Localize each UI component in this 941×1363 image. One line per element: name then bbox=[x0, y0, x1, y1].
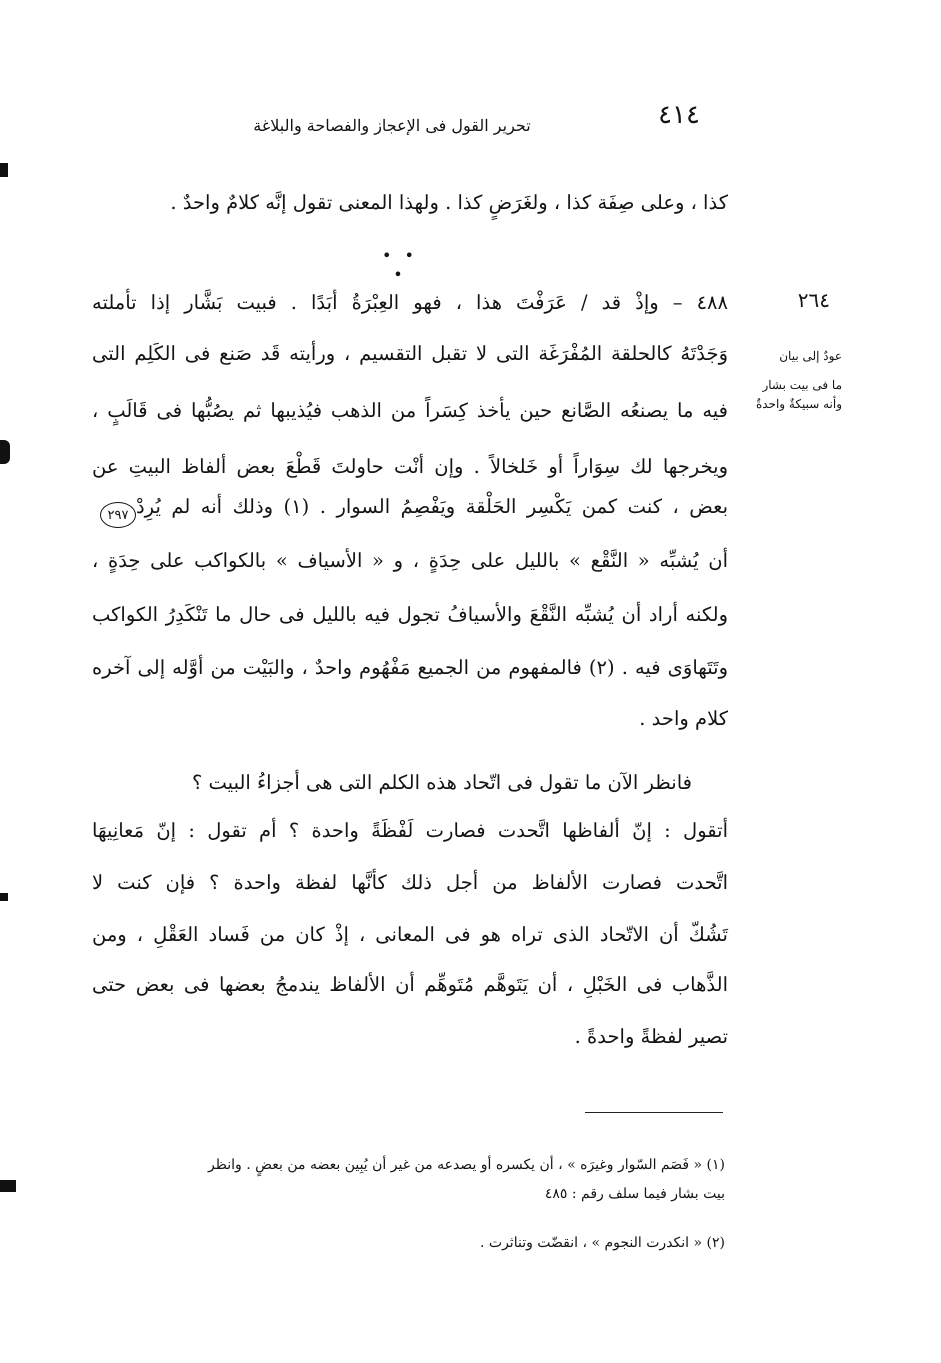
body-line: كلام واحد . bbox=[639, 707, 728, 730]
body-line: الذَّهاب فى الخَبْلِ ، أن يَتَوهَّم مُتَوهِّم أن الألفاظ يندمجُ بعضها فى بعض حتى bbox=[92, 973, 728, 996]
body-line: أتقول : إنّ ألفاظها اتَّحدت فصارت لَفْظَةً واحدة ؟ أم تقول : إنّ مَعانِيهَا bbox=[92, 819, 728, 842]
body-line: فانظر الآن ما تقول فى اتّحاد هذه الكلم التى هى أجزاءُ البيت ؟ bbox=[191, 771, 692, 794]
margin-note-line: عودٌ إلى بيان bbox=[779, 349, 842, 363]
scan-mark bbox=[0, 440, 10, 464]
body-line: ولكنه أراد أن يُشبِّه النَّقْعَ والأسيافُ تجول فيه بالليل فى حال ما تَنْكَدِرُ الكواكب bbox=[92, 603, 728, 626]
body-line: ويخرجها لك سِوَاراً أو خَلخالاً . وإن أنْت حاولتَ قَطْعَ بعض ألفاظ البيتِ عن bbox=[92, 455, 728, 478]
footnote: (١) « فَصَم السّوار وغيرَه » ، أن يكسره أو يصدعه من غير أن يُبِين بعضه من بعضٍ . وانظر bbox=[207, 1157, 725, 1173]
body-line: تصير لفظةً واحدةً . bbox=[574, 1025, 728, 1048]
body-line: فيه ما يصنعُه الصَّانع حين يأخذ كِسَراً من الذهب فيُذيبها ثم يصُبُّها فى قَالَبٍ ، bbox=[92, 399, 728, 422]
body-line: أن يُشبِّه « النَّقْع » بالليل على حِدَةٍ ، و « الأسياف » بالكواكب على حِدَةٍ ، bbox=[92, 549, 728, 572]
footnote-rule bbox=[585, 1112, 723, 1113]
body-line: وَجَدْتَهُ كالحلقة المُفْرَغَة التى لا تقبل التقسيم ، ورأيته قَد صَنع فى الكَلِم التى bbox=[92, 342, 728, 365]
scan-mark bbox=[0, 163, 8, 177]
body-line: بعض ، كنت كمن يَكْسِر الحَلْقة ويَفْصِمُ السوار . (١) وذلك أنه لم يُرِدْ bbox=[136, 495, 728, 518]
body-line: وتَتَهاوَى فيه . (٢) فالمفهوم من الجميع مَفْهُوم واحدٌ ، والبَيْت من أوَّله إلى آخره bbox=[92, 656, 728, 679]
scan-mark bbox=[0, 893, 8, 901]
margin-paragraph-number: ٢٦٤ bbox=[797, 288, 830, 312]
body-line: تَشُكّ أن الاتّحاد الذى تراه هو فى المعانى ، إذْ كان من فَساد العَقْلِ ، ومن bbox=[92, 923, 728, 946]
section-separator: • • • bbox=[382, 246, 418, 284]
margin-note-line: وأنه سبيكةٌ واحدةٌ bbox=[755, 397, 842, 411]
running-title: تحرير القول فى الإعجاز والفصاحة والبلاغة bbox=[253, 116, 531, 135]
margin-note-line: ما فى بيت بشار bbox=[762, 378, 842, 392]
footnote: (٢) « انكدرت النجوم » ، انقضّت وتناثرت . bbox=[480, 1235, 725, 1251]
scan-mark bbox=[0, 1180, 16, 1192]
footnote: بيت بشار فيما سلف رقم : ٤٨٥ bbox=[544, 1186, 725, 1202]
page-number: ٤١٤ bbox=[658, 100, 700, 130]
body-line: كذا ، وعلى صِفَة كذا ، ولغَرَضٍ كذا . ولهذا المعنى تقول إنَّه كلامٌ واحدٌ . bbox=[170, 191, 728, 214]
body-line: ٤٨٨ – وإذْ قد / عَرَفْتَ هذا ، فهو العِبْرَةُ أبَدًا . فبيت بَشَّار إذا تأملته bbox=[92, 291, 728, 314]
body-line: اتَّحدت فصارت الألفاظ من أجل ذلك كأنَّها لفظة واحدة ؟ فإن كنت لا bbox=[92, 871, 728, 894]
old-page-number-badge: ٢٩٧ bbox=[100, 502, 136, 528]
